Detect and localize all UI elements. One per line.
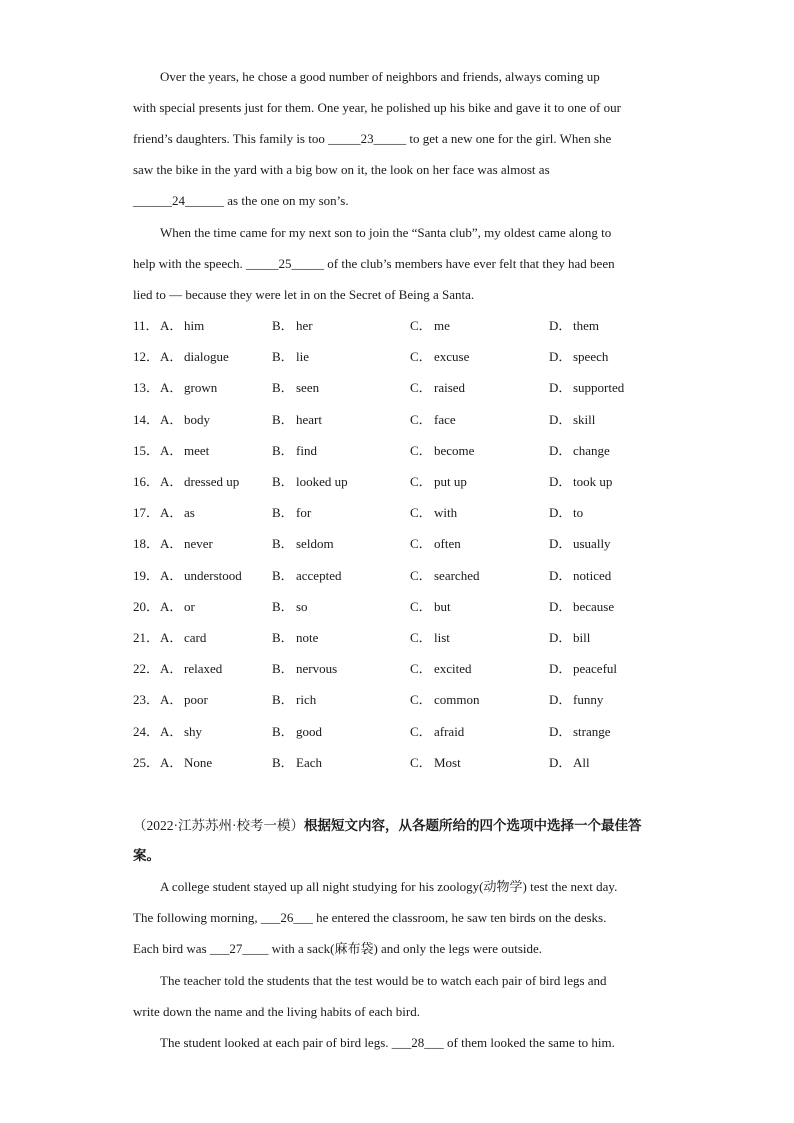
option-letter: A． — [160, 661, 183, 677]
option-b[interactable] — [272, 412, 322, 428]
option-text: understood — [184, 567, 242, 583]
option-letter: D． — [549, 505, 572, 521]
option-text: accepted — [296, 567, 342, 583]
source-label: （2022·江苏苏州·校考一模） — [133, 818, 304, 833]
option-text: Most — [434, 754, 461, 770]
option-text: them — [573, 318, 599, 333]
option-d[interactable] — [549, 692, 603, 708]
passage-line — [133, 941, 542, 957]
option-letter: A． — [160, 692, 183, 708]
option-text: seldom — [296, 536, 334, 552]
option-b[interactable] — [272, 474, 348, 490]
option-text: funny — [573, 692, 604, 708]
option-c[interactable] — [410, 536, 461, 552]
option-letter: C． — [410, 630, 432, 645]
option-c[interactable] — [410, 380, 465, 396]
option-letter: C． — [410, 380, 432, 396]
option-c[interactable] — [410, 599, 451, 615]
option-d[interactable] — [549, 412, 595, 428]
option-letter: A． — [160, 380, 183, 396]
option-text: dialogue — [184, 349, 229, 365]
option-letter: B． — [272, 318, 294, 333]
option-letter: A． — [160, 474, 183, 489]
passage-line — [160, 225, 611, 241]
option-c[interactable] — [410, 318, 450, 334]
option-text: become — [434, 442, 475, 458]
question-row — [133, 661, 693, 677]
option-text: speech — [573, 349, 609, 365]
option-a[interactable] — [160, 724, 202, 740]
option-letter: B． — [272, 349, 294, 365]
option-letter: C． — [410, 318, 432, 333]
option-a[interactable] — [160, 568, 242, 584]
option-b[interactable] — [272, 380, 319, 396]
option-text: Each — [296, 754, 322, 770]
passage-line — [133, 100, 621, 116]
option-letter: B． — [272, 630, 294, 645]
option-letter: B． — [272, 536, 294, 552]
question-row — [133, 380, 693, 396]
option-text: None — [184, 754, 213, 770]
option-text: raised — [434, 380, 466, 396]
option-letter: B． — [272, 723, 294, 739]
instruction-text: 案。 — [133, 848, 160, 863]
option-d[interactable] — [549, 755, 590, 771]
question-number: 16． — [133, 474, 160, 489]
option-a[interactable] — [160, 349, 229, 365]
text: Each bird was — [133, 941, 210, 956]
text: write down the name and the living habits of each bird. — [133, 1004, 421, 1019]
option-a[interactable] — [160, 661, 222, 677]
option-text: shy — [184, 723, 203, 739]
question-number: 23． — [133, 692, 160, 708]
option-a[interactable] — [160, 630, 206, 646]
option-letter: A． — [160, 411, 183, 427]
option-letter: A． — [160, 754, 183, 770]
option-text: heart — [296, 411, 322, 427]
option-text: All — [573, 754, 590, 770]
option-b[interactable] — [272, 724, 322, 740]
question-row — [133, 536, 693, 552]
option-d[interactable] — [549, 630, 590, 646]
option-a[interactable] — [160, 318, 204, 334]
option-text: looked up — [296, 474, 348, 489]
instruction-text: 根据短文内容，从各题所给的四个选项中选择一个最佳答 — [304, 818, 642, 833]
question-number: 11． — [133, 318, 159, 333]
option-a[interactable] — [160, 380, 217, 396]
option-text: lie — [296, 349, 309, 365]
option-letter: C． — [410, 442, 432, 458]
option-text: because — [573, 598, 615, 614]
option-d[interactable] — [549, 505, 583, 521]
question-number: 13． — [133, 380, 160, 396]
option-text: her — [296, 318, 313, 333]
option-text: so — [296, 598, 308, 614]
option-b[interactable] — [272, 536, 334, 552]
option-d[interactable] — [549, 724, 611, 740]
question-row — [133, 443, 693, 459]
option-letter: D． — [549, 661, 572, 677]
option-b[interactable] — [272, 599, 308, 615]
option-text: to — [573, 505, 584, 521]
option-text: but — [434, 598, 451, 614]
question-row — [133, 349, 693, 365]
text: with a sack(麻布袋) and only the legs were outside. — [268, 941, 543, 956]
blank-23: _____23_____ — [328, 131, 407, 146]
option-text: relaxed — [184, 661, 223, 677]
option-b[interactable] — [272, 755, 322, 771]
option-text: nervous — [296, 661, 338, 677]
option-c[interactable] — [410, 692, 480, 708]
option-text: afraid — [434, 723, 465, 739]
option-letter: A． — [160, 349, 183, 365]
option-letter: C． — [410, 567, 432, 583]
passage-line — [133, 287, 474, 303]
question-row — [133, 755, 693, 771]
option-letter: D． — [549, 318, 572, 333]
blank-25: _____25_____ — [246, 256, 324, 271]
option-a[interactable] — [160, 443, 209, 459]
option-text: seen — [296, 380, 320, 396]
option-a[interactable] — [160, 692, 208, 708]
option-text: bill — [573, 630, 591, 645]
passage-line — [133, 193, 349, 209]
text: he entered the classroom, he saw ten birds on the desks. — [312, 910, 607, 925]
option-b[interactable] — [272, 692, 316, 708]
text: of them looked the same to him. — [443, 1035, 615, 1050]
option-letter: A． — [160, 598, 183, 614]
passage-line — [160, 69, 600, 85]
option-c[interactable] — [410, 661, 472, 677]
text: The student looked at each pair of bird legs. — [160, 1035, 392, 1050]
option-a[interactable] — [160, 755, 212, 771]
text: The teacher told the students that the test would be to watch each pair of bird legs and — [160, 973, 607, 988]
option-b[interactable] — [272, 505, 311, 521]
option-letter: D． — [549, 536, 572, 552]
option-text: or — [184, 598, 195, 614]
option-letter: A． — [160, 442, 183, 458]
question-number: 14． — [133, 411, 160, 427]
text: When the time came for my next son to join the “Santa club”, my oldest came along to — [160, 225, 612, 240]
option-b[interactable] — [272, 568, 341, 584]
question-number: 12． — [133, 349, 160, 365]
option-b[interactable] — [272, 349, 309, 365]
option-letter: D． — [549, 411, 572, 427]
option-a[interactable] — [160, 536, 213, 552]
option-text: rich — [296, 692, 317, 708]
option-c[interactable] — [410, 724, 464, 740]
option-letter: D． — [549, 630, 572, 645]
option-letter: B． — [272, 754, 294, 770]
option-letter: D． — [549, 474, 572, 489]
option-letter: C． — [410, 474, 432, 489]
option-letter: C． — [410, 723, 432, 739]
question-row — [133, 474, 693, 490]
option-text: searched — [434, 567, 480, 583]
text: as the one on my son’s. — [224, 193, 349, 208]
option-c[interactable] — [410, 349, 469, 365]
option-letter: A． — [160, 723, 183, 739]
option-letter: D． — [549, 380, 572, 396]
option-text: poor — [184, 692, 208, 708]
option-text: grown — [184, 380, 218, 396]
passage-line — [160, 879, 617, 895]
option-text: excited — [434, 661, 472, 677]
question-number: 17． — [133, 505, 160, 521]
option-text: skill — [573, 411, 596, 427]
passage-line — [160, 973, 607, 989]
option-letter: D． — [549, 442, 572, 458]
option-letter: D． — [549, 692, 572, 708]
question-number: 24． — [133, 723, 160, 739]
option-letter: B． — [272, 505, 294, 521]
option-letter: C． — [410, 505, 432, 521]
option-d[interactable] — [549, 536, 611, 552]
option-letter: C． — [410, 349, 432, 365]
option-text: peaceful — [573, 661, 618, 677]
question-row — [133, 568, 693, 584]
option-text: find — [296, 442, 317, 458]
question-row — [133, 630, 693, 646]
blank-27: ___27____ — [209, 941, 269, 956]
passage-line — [160, 1035, 615, 1051]
option-c[interactable] — [410, 505, 457, 521]
option-text: him — [184, 318, 205, 333]
text: with special presents just for them. One year, he polished up his bike and gave it to one of our — [133, 100, 621, 115]
option-text: often — [434, 536, 461, 552]
option-letter: C． — [410, 661, 432, 677]
passage-line — [133, 256, 615, 272]
text: to get a new one for the girl. When she — [406, 131, 612, 146]
blank-28: ___28___ — [391, 1035, 444, 1050]
question-row — [133, 724, 693, 740]
text: of the club’s members have ever felt that they had been — [324, 256, 615, 271]
option-text: with — [434, 505, 458, 521]
option-letter: B． — [272, 442, 294, 458]
question-number: 19． — [133, 567, 160, 583]
option-d[interactable] — [549, 599, 614, 615]
option-text: strange — [573, 723, 611, 739]
option-d[interactable] — [549, 443, 610, 459]
option-text: good — [296, 723, 322, 739]
option-d[interactable] — [549, 568, 611, 584]
option-letter: A． — [160, 567, 183, 583]
question-number: 18． — [133, 536, 160, 552]
option-text: card — [184, 630, 207, 645]
option-letter: A． — [160, 318, 183, 333]
option-letter: B． — [272, 598, 294, 614]
option-text: took up — [573, 474, 613, 489]
text: Over the years, he chose a good number of neighbors and friends, always coming up — [160, 69, 600, 84]
option-text: noticed — [573, 567, 612, 583]
option-text: body — [184, 411, 210, 427]
option-d[interactable] — [549, 318, 599, 334]
option-letter: B． — [272, 567, 294, 583]
passage-line — [133, 162, 550, 178]
question-row — [133, 412, 693, 428]
text: saw the bike in the yard with a big bow on it, the look on her face was almost as — [133, 162, 550, 177]
option-letter: C． — [410, 754, 432, 770]
option-c[interactable] — [410, 412, 456, 428]
option-text: common — [434, 692, 480, 708]
text: help with the speech. — [133, 256, 246, 271]
option-b[interactable] — [272, 661, 337, 677]
blank-26: ___26___ — [260, 910, 313, 925]
option-text: dressed up — [184, 474, 240, 489]
option-text: supported — [573, 380, 625, 396]
option-letter: D． — [549, 598, 572, 614]
question-number: 20． — [133, 598, 160, 614]
section-instruction — [133, 811, 673, 871]
option-letter: B． — [272, 380, 294, 396]
option-text: put up — [434, 474, 467, 489]
option-text: note — [296, 630, 319, 645]
question-number: 22． — [133, 661, 160, 677]
option-letter: B． — [272, 692, 294, 708]
option-letter: B． — [272, 474, 294, 489]
option-text: meet — [184, 442, 210, 458]
option-text: list — [434, 630, 450, 645]
text: friend’s daughters. This family is too — [133, 131, 329, 146]
option-c[interactable] — [410, 443, 474, 459]
option-a[interactable] — [160, 412, 210, 428]
option-letter: B． — [272, 411, 294, 427]
option-b[interactable] — [272, 630, 318, 646]
option-letter: A． — [160, 505, 183, 521]
option-text: usually — [573, 536, 611, 552]
option-c[interactable] — [410, 474, 467, 490]
option-d[interactable] — [549, 349, 608, 365]
option-text: me — [434, 318, 450, 333]
question-row — [133, 505, 693, 521]
option-b[interactable] — [272, 443, 317, 459]
option-text: as — [184, 505, 195, 521]
option-letter: D． — [549, 754, 572, 770]
question-number: 25． — [133, 754, 160, 770]
option-letter: C． — [410, 411, 432, 427]
option-letter: C． — [410, 692, 432, 708]
blank-24: ______24______ — [133, 193, 224, 208]
option-a[interactable] — [160, 474, 239, 490]
question-row — [133, 599, 693, 615]
option-c[interactable] — [410, 755, 461, 771]
option-a[interactable] — [160, 505, 195, 521]
text: The following morning, — [133, 910, 261, 925]
question-number: 15． — [133, 442, 160, 458]
text: A college student stayed up all night studying for his zoology(动物学) test the next day. — [160, 879, 618, 894]
question-row — [133, 318, 693, 334]
option-text: for — [296, 505, 312, 521]
option-text: excuse — [434, 349, 470, 365]
passage-line — [133, 131, 611, 147]
option-text: face — [434, 411, 456, 427]
option-b[interactable] — [272, 318, 313, 334]
option-d[interactable] — [549, 661, 617, 677]
text: lied to — because they were let in on the Secret of Being a Santa. — [133, 287, 475, 302]
passage-line — [133, 910, 606, 926]
option-letter: D． — [549, 567, 572, 583]
option-d[interactable] — [549, 474, 612, 490]
option-letter: D． — [549, 723, 572, 739]
option-letter: C． — [410, 598, 432, 614]
question-row — [133, 692, 693, 708]
option-letter: A． — [160, 536, 183, 552]
option-text: never — [184, 536, 213, 552]
option-letter: C． — [410, 536, 432, 552]
option-c[interactable] — [410, 630, 450, 646]
option-letter: B． — [272, 661, 294, 677]
option-text: change — [573, 442, 610, 458]
option-a[interactable] — [160, 599, 195, 615]
option-d[interactable] — [549, 380, 624, 396]
option-letter: D． — [549, 349, 572, 365]
question-number: 21． — [133, 630, 160, 645]
option-c[interactable] — [410, 568, 479, 584]
passage-line — [133, 1004, 420, 1020]
option-letter: A． — [160, 630, 183, 645]
